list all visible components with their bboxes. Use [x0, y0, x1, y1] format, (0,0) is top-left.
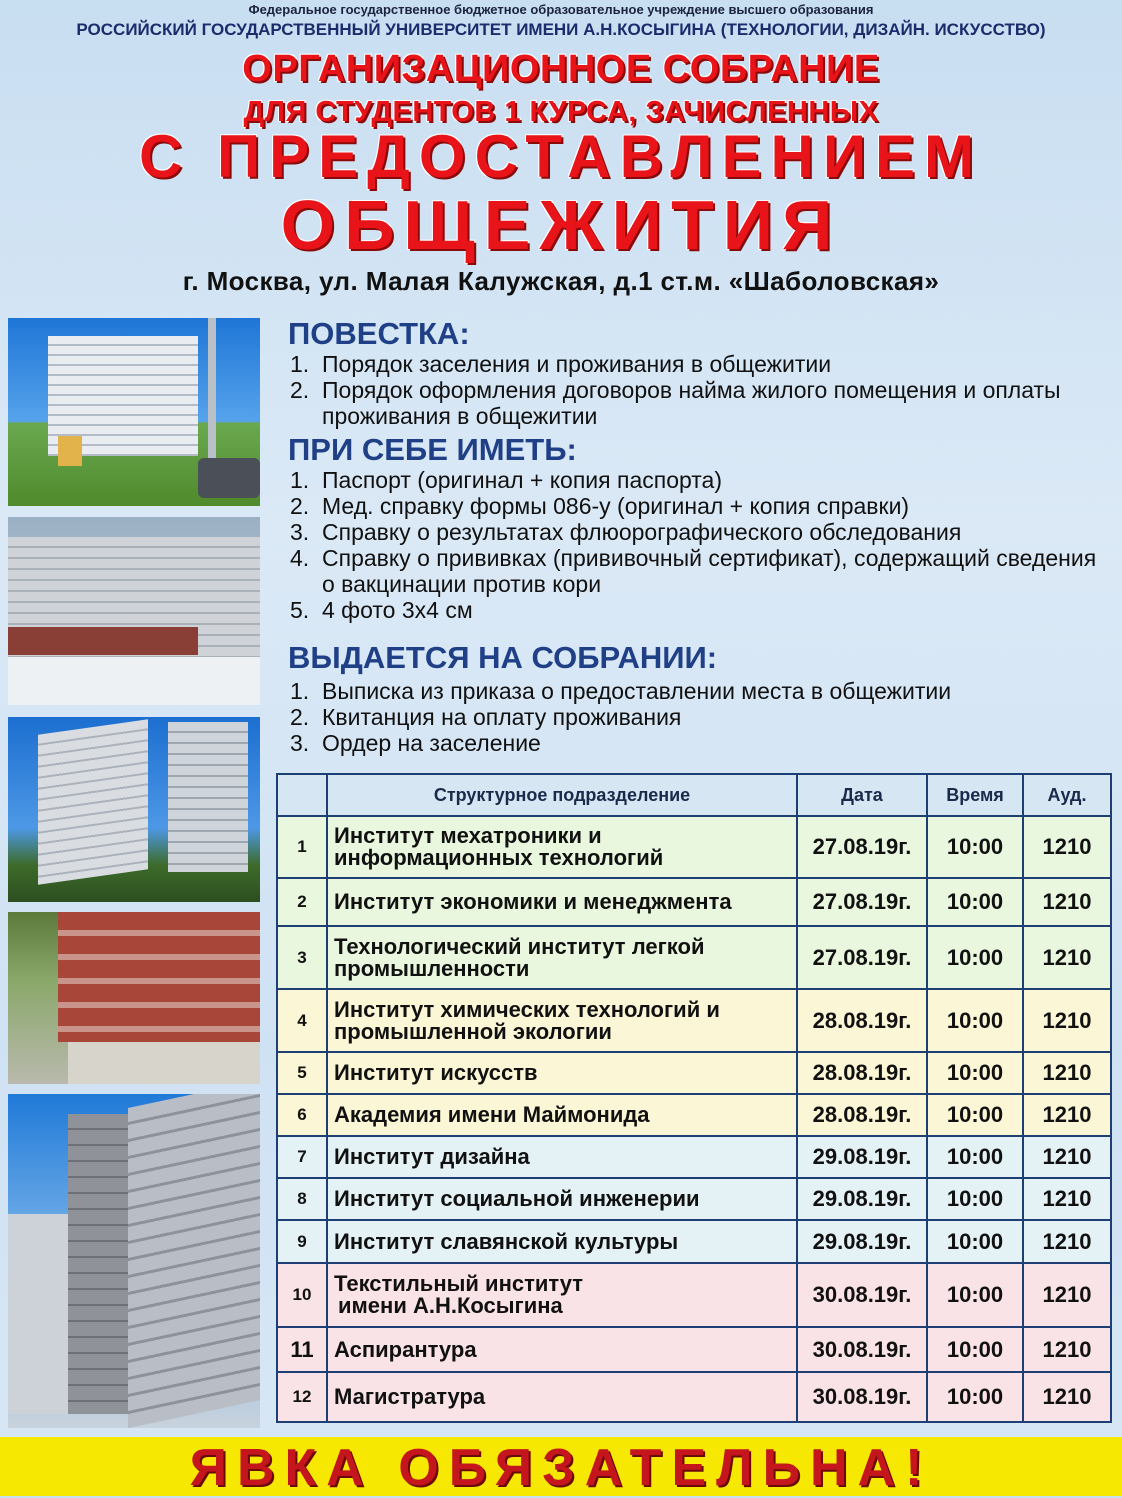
list-item: 2. Порядок оформления договоров найма жилого помещения и оплаты проживания в общежитии [290, 377, 1061, 429]
row-unit-cell: Институт искусств [327, 1052, 797, 1094]
row-time-cell: 10:00 [927, 989, 1023, 1052]
row-time-cell: 10:00 [927, 1178, 1023, 1220]
table-header-row [277, 774, 1111, 816]
issued-list [290, 678, 1090, 756]
row-room-cell: 1210 [1023, 1220, 1111, 1263]
row-room-cell: 1210 [1023, 1136, 1111, 1178]
title-line-2: ДЛЯ СТУДЕНТОВ 1 КУРСА, ЗАЧИСЛЕННЫХ [243, 96, 879, 128]
dormitory-photo-3 [8, 717, 260, 902]
agenda-list [290, 351, 1090, 429]
row-unit-cell: Институт мехатроники и информационных технологий [327, 816, 797, 878]
row-date-cell: 28.08.19г. [797, 1094, 927, 1136]
footer-text: ЯВКА ОБЯЗАТЕЛЬНА! [189, 1439, 933, 1497]
row-date-cell: 28.08.19г. [797, 989, 927, 1052]
address: г. Москва, ул. Малая Калужская, д.1 ст.м. «Шаболовская» [182, 266, 940, 296]
table-row [277, 926, 1111, 989]
row-date-cell: 27.08.19г. [797, 816, 927, 878]
row-date-cell: 28.08.19г. [797, 1052, 927, 1094]
header-date: Дата [797, 774, 927, 816]
row-unit-cell: Институт экономики и менеджмента [327, 878, 797, 926]
table-row [277, 878, 1111, 926]
schedule-table [276, 773, 1112, 1423]
title-line-3: С ПРЕДОСТАВЛЕНИЕМ [138, 123, 984, 190]
title-line-4: ОБЩЕЖИТИЯ [280, 186, 842, 264]
row-room-cell: 1210 [1023, 816, 1111, 878]
row-room-cell: 1210 [1023, 989, 1111, 1052]
list-item: 1. Паспорт (оригинал + копия паспорта) [290, 467, 722, 493]
row-unit-cell: Институт социальной инженерии [327, 1178, 797, 1220]
table-row [277, 1327, 1111, 1372]
row-num-cell: 4 [277, 989, 327, 1052]
row-date-cell: 30.08.19г. [797, 1327, 927, 1372]
row-time-cell: 10:00 [927, 1094, 1023, 1136]
table-row [277, 1263, 1111, 1327]
row-num-cell: 5 [277, 1052, 327, 1094]
row-room-cell: 1210 [1023, 878, 1111, 926]
row-time-cell: 10:00 [927, 1052, 1023, 1094]
agenda-heading: ПОВЕСТКА: [288, 316, 470, 351]
row-num-cell: 6 [277, 1094, 327, 1136]
row-time-cell: 10:00 [927, 1220, 1023, 1263]
header-num [277, 774, 327, 816]
row-date-cell: 27.08.19г. [797, 878, 927, 926]
row-date-cell: 29.08.19г. [797, 1178, 927, 1220]
row-time-cell: 10:00 [927, 1372, 1023, 1422]
row-date-cell: 27.08.19г. [797, 926, 927, 989]
row-unit-cell: Академия имени Маймонида [327, 1094, 797, 1136]
table-row [277, 816, 1111, 878]
table-row [277, 1052, 1111, 1094]
row-num-cell: 10 [277, 1263, 327, 1327]
row-num-cell: 1 [277, 816, 327, 878]
row-time-cell: 10:00 [927, 1327, 1023, 1372]
row-date-cell: 30.08.19г. [797, 1263, 927, 1327]
row-num-cell: 7 [277, 1136, 327, 1178]
dormitory-photo-1 [8, 318, 260, 506]
row-num-cell: 3 [277, 926, 327, 989]
bring-list [290, 467, 1097, 623]
header-unit: Структурное подразделение [327, 774, 797, 816]
row-unit-cell: Технологический институт легкой промышленности [327, 926, 797, 989]
list-item: 4. Справку о прививках (прививочный сертификат), содержащий сведения о вакцинации против кори [290, 545, 1097, 597]
row-time-cell: 10:00 [927, 1263, 1023, 1327]
list-item: 3. Ордер на заселение [290, 730, 541, 756]
list-item: 2. Мед. справку формы 086-у (оригинал + копия справки) [290, 493, 910, 519]
row-room-cell: 1210 [1023, 1178, 1111, 1220]
row-num-cell: 9 [277, 1220, 327, 1263]
row-time-cell: 10:00 [927, 926, 1023, 989]
list-item: 1. Порядок заселения и проживания в общежитии [290, 351, 832, 377]
institution-type: Федеральное государственное бюджетное образовательное учреждение высшего образования [248, 2, 874, 17]
row-room-cell: 1210 [1023, 926, 1111, 989]
header-room: Ауд. [1023, 774, 1111, 816]
row-num-cell: 8 [277, 1178, 327, 1220]
row-time-cell: 10:00 [927, 878, 1023, 926]
table-row [277, 1178, 1111, 1220]
university-name: РОССИЙСКИЙ ГОСУДАРСТВЕННЫЙ УНИВЕРСИТЕТ ИМЕНИ А.Н.КОСЫГИНА (ТЕХНОЛОГИИ, ДИЗАЙН. ИСКУССТВО) [76, 20, 1046, 39]
dormitory-photo-5 [8, 1094, 260, 1428]
table-row [277, 989, 1111, 1052]
row-num-cell: 12 [277, 1372, 327, 1422]
row-unit-cell: Институт славянской культуры [327, 1220, 797, 1263]
row-date-cell: 29.08.19г. [797, 1220, 927, 1263]
row-room-cell: 1210 [1023, 1372, 1111, 1422]
dormitory-photo-2 [8, 517, 260, 705]
bring-heading: ПРИ СЕБЕ ИМЕТЬ: [288, 432, 577, 467]
row-date-cell: 29.08.19г. [797, 1136, 927, 1178]
header-time: Время [927, 774, 1023, 816]
row-unit-cell: Текстильный институт имени А.Н.Косыгина [327, 1263, 797, 1327]
row-room-cell: 1210 [1023, 1263, 1111, 1327]
list-item: 1. Выписка из приказа о предоставлении места в общежитии [290, 678, 952, 704]
list-item: 5. 4 фото 3х4 см [290, 597, 473, 623]
row-date-cell: 30.08.19г. [797, 1372, 927, 1422]
row-unit-cell: Институт химических технологий и промышленной экологии [327, 989, 797, 1052]
row-room-cell: 1210 [1023, 1094, 1111, 1136]
table-row [277, 1136, 1111, 1178]
table-row [277, 1372, 1111, 1422]
row-num-cell: 11 [277, 1327, 327, 1372]
row-time-cell: 10:00 [927, 816, 1023, 878]
issued-heading: ВЫДАЕТСЯ НА СОБРАНИИ: [288, 640, 718, 675]
table-row [277, 1094, 1111, 1136]
dormitory-photo-4 [8, 912, 260, 1084]
row-unit-cell: Аспирантура [327, 1327, 797, 1372]
list-item: 3. Справку о результатах флюорографического обследования [290, 519, 962, 545]
row-unit-cell: Магистратура [327, 1372, 797, 1422]
title-line-1: ОРГАНИЗАЦИОННОЕ СОБРАНИЕ [242, 48, 880, 90]
table-row [277, 1220, 1111, 1263]
list-item: 2. Квитанция на оплату проживания [290, 704, 682, 730]
row-num-cell: 2 [277, 878, 327, 926]
row-unit-cell: Институт дизайна [327, 1136, 797, 1178]
row-room-cell: 1210 [1023, 1052, 1111, 1094]
row-room-cell: 1210 [1023, 1327, 1111, 1372]
row-time-cell: 10:00 [927, 1136, 1023, 1178]
